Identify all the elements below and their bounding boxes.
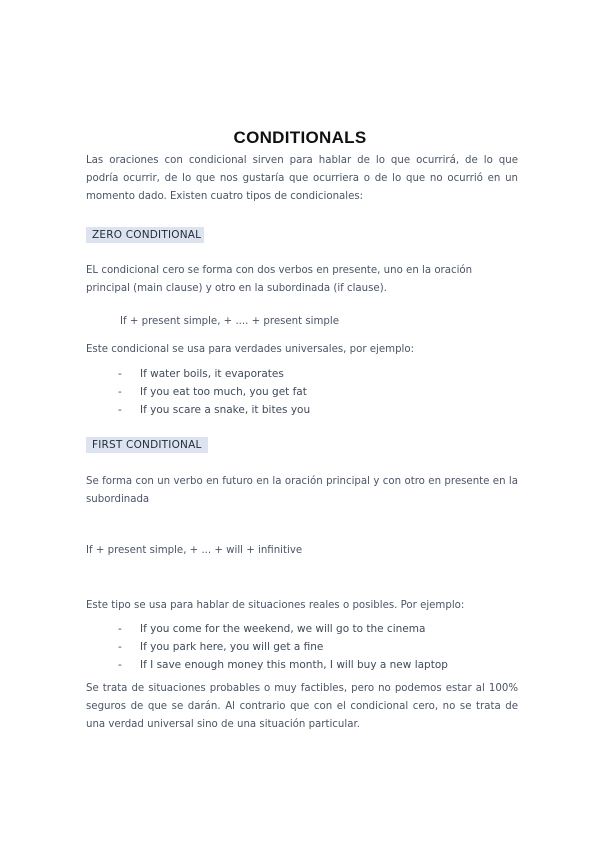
list-item xyxy=(118,383,310,401)
example-text: If you come for the weekend, we will go to the cinema xyxy=(140,623,426,635)
first-conditional-heading: FIRST CONDITIONAL xyxy=(86,437,208,453)
zero-conditional-heading: ZERO CONDITIONAL xyxy=(86,227,204,243)
zero-conditional-formula: If + present simple, + .... + present simple xyxy=(120,316,340,327)
example-text: If water boils, it evaporates xyxy=(140,368,284,380)
intro-paragraph: Las oraciones con condicional sirven para hablar de lo que ocurrirá, de lo que podría ocurrir, de lo que nos gustaría que ocurriera o de lo que no ocurrió en un momento dado. Existen cuatro tipos de condicionales: xyxy=(86,155,518,202)
bullet-dash: - xyxy=(118,623,122,635)
list-item xyxy=(118,365,310,383)
first-conditional-description: Se forma con un verbo en futuro en la oración principal y con otro en presente en la subordinada xyxy=(86,476,518,505)
bullet-dash: - xyxy=(118,386,122,398)
bullet-dash: - xyxy=(118,659,122,671)
list-item xyxy=(118,620,448,638)
page-title: CONDITIONALS xyxy=(233,128,367,147)
example-text: If you eat too much, you get fat xyxy=(140,386,307,398)
first-conditional-usage: Este tipo se usa para hablar de situaciones reales o posibles. Por ejemplo: xyxy=(86,600,465,611)
first-conditional-examples xyxy=(118,620,448,674)
bullet-dash: - xyxy=(118,404,122,416)
list-item xyxy=(118,638,448,656)
example-text: If you scare a snake, it bites you xyxy=(140,404,311,416)
bullet-dash: - xyxy=(118,368,122,380)
zero-conditional-description: EL condicional cero se forma con dos verbos en presente, uno en la oración principal (main clause) y otro en la subordinada (if clause). xyxy=(86,265,473,294)
zero-conditional-usage: Este condicional se usa para verdades universales, por ejemplo: xyxy=(86,344,415,355)
first-conditional-formula: If + present simple, + ... + will + infinitive xyxy=(86,545,303,556)
example-text: If I save enough money this month, I will buy a new laptop xyxy=(140,659,448,671)
example-text: If you park here, you will get a fine xyxy=(140,641,324,653)
list-item xyxy=(118,656,448,674)
zero-conditional-examples xyxy=(118,365,310,419)
first-conditional-note: Se trata de situaciones probables o muy factibles, pero no podemos estar al 100% seguros de que se darán. Al contrario que con el condicional cero, no se trata de una verdad universal sino de una situación particular. xyxy=(86,683,518,730)
bullet-dash: - xyxy=(118,641,122,653)
list-item xyxy=(118,401,310,419)
